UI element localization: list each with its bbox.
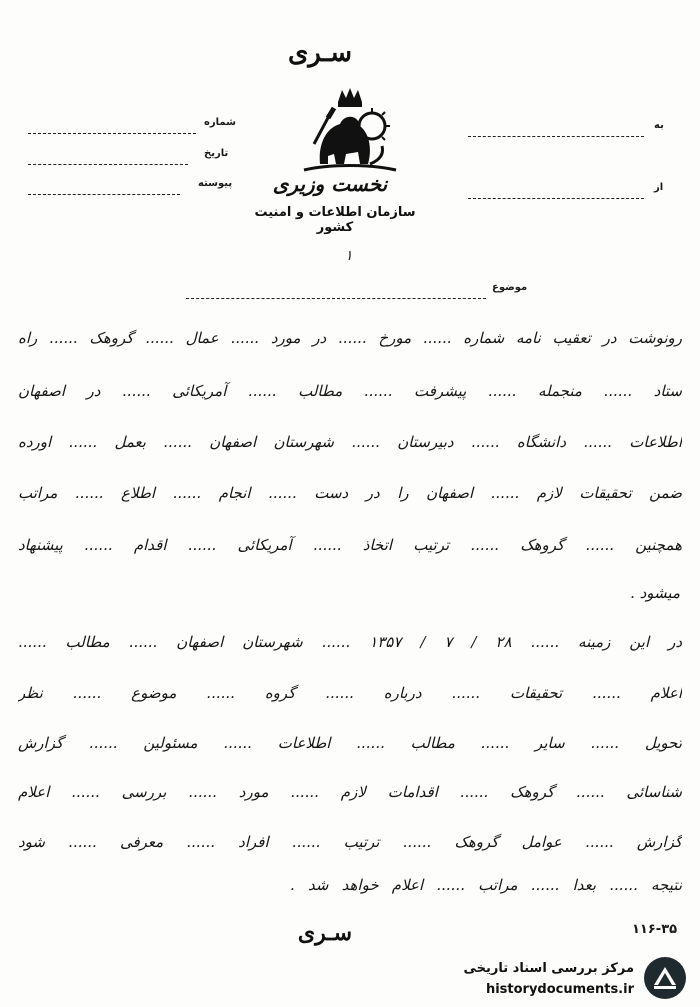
attachment-label: پیوسته (198, 178, 233, 189)
body-line-9: تحویل ...... سایر ...... مطالب ...... اطلاعات ...... مسئولین ...... گزارش (18, 734, 682, 752)
watermark (420, 955, 690, 1003)
lion-and-sun-emblem-icon (300, 84, 400, 174)
body-line-3: اطلاعات ...... دانشگاه ...... دبیرستان ...... شهرستان اصفهان ...... بعمل ...... اورده (18, 433, 682, 451)
classification-top: سـری (287, 38, 353, 68)
body-line-12: نتیجه ...... بعدا ...... مراتب ...... اعلام خواهد شد . (290, 876, 682, 894)
body-line-5: همچنین ...... گروهک ...... ترتیب اتخاذ ...... آمریکائی ...... اقدام ...... پیشنهاد (18, 536, 682, 554)
classification-bottom: سـری (297, 920, 353, 946)
from-label: از (654, 182, 664, 193)
attachment-field (28, 178, 240, 198)
to-field (468, 120, 668, 140)
body-line-4: ضمن تحقیقات لازم ...... اصفهان را در دست ...... انجام ...... اطلاع ...... مراتب (18, 484, 682, 502)
body-line-8: اعلام ...... تحقیقات ...... درباره ...... گروه ...... موضوع ...... نظر (18, 684, 682, 702)
subject-label: موضوع (492, 282, 528, 293)
body-line-6: میشود . (630, 584, 680, 602)
number-label: شماره (204, 117, 236, 128)
to-label: به (654, 120, 664, 131)
watermark-title: مرکز بررسی اسناد تاریخی (463, 961, 634, 976)
document-code: ۱۱۶-۳۵ (632, 922, 678, 937)
subject-field (186, 282, 526, 302)
body-line-1: رونوشت در تعقیب نامه شماره ...... مورخ ...... در مورد ...... عمال ...... گروهک ...... راه (18, 329, 682, 347)
body-line-2: ستاد ...... منجمله ...... پیشرفت ...... مطالب ...... آمریکائی ...... در اصفهان (18, 382, 682, 400)
body-line-11: گزارش ...... عوامل گروهک ...... ترتیب ...... افراد ...... معرفی ...... شود (18, 833, 682, 851)
date-label: تاریخ (204, 148, 229, 159)
from-field (468, 182, 668, 202)
body-line-10: شناسائی ...... گروهک ...... اقدامات لازم ...... مورد ...... بررسی ...... اعلام (18, 783, 682, 801)
number-field (28, 117, 240, 137)
page-number: ۱ (345, 248, 353, 264)
history-documents-logo-icon (642, 955, 688, 1001)
org-name-line2: سازمان اطلاعات و امنیت کشور (254, 205, 416, 235)
body-line-7: در این زمینه ...... ۲۸ / ۷ / ۱۳۵۷ ...... شهرستان اصفهان ...... مطالب ...... (18, 633, 682, 651)
watermark-url: historydocuments.ir (485, 982, 634, 997)
date-field (28, 148, 240, 168)
org-name-line1: نخست وزیری (272, 172, 388, 196)
